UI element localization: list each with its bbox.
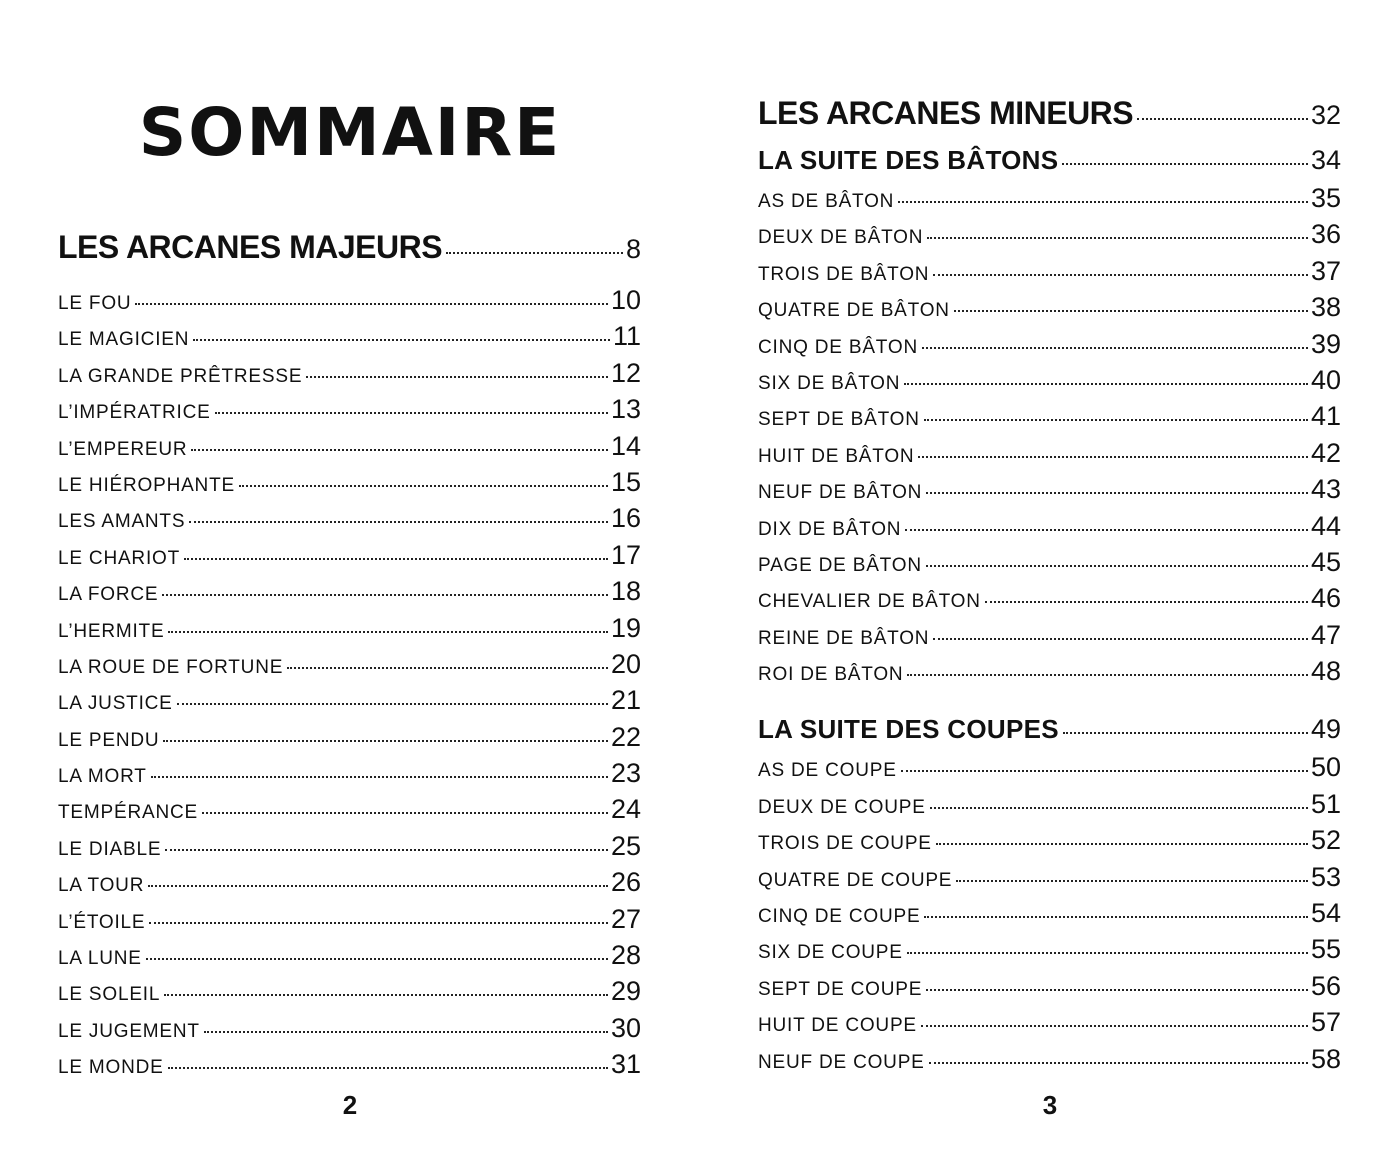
toc-entry-label: AS DE COUPE xyxy=(758,760,897,782)
toc-page-number: 31 xyxy=(610,1049,641,1080)
toc-page-number: 49 xyxy=(1310,714,1341,745)
toc-entry-label: TROIS DE COUPE xyxy=(758,833,932,855)
toc-entry-label: DEUX DE BÂTON xyxy=(758,227,924,249)
toc-entry-label: AS DE BÂTON xyxy=(758,191,895,212)
toc-entry[interactable] xyxy=(758,898,1341,934)
dot-leader xyxy=(924,419,1308,421)
toc-entry[interactable] xyxy=(58,722,641,758)
toc-entry[interactable] xyxy=(58,576,641,612)
toc-entry-label: LA GRANDE PRÊTRESSE xyxy=(58,365,303,387)
dot-leader xyxy=(929,1062,1308,1064)
toc-page-number: 28 xyxy=(610,940,641,971)
toc-entry[interactable] xyxy=(58,394,641,430)
toc-entry[interactable] xyxy=(758,219,1341,255)
toc-entry[interactable] xyxy=(58,649,641,685)
toc-heading-suite-batons[interactable] xyxy=(758,145,1341,183)
toc-page-number: 13 xyxy=(610,394,641,425)
dot-leader xyxy=(936,843,1308,845)
dot-leader xyxy=(926,989,1308,991)
toc-page-number: 48 xyxy=(1310,656,1341,687)
toc-entry-label: LE PENDU xyxy=(58,729,160,751)
toc-entry-label: HUIT DE COUPE xyxy=(758,1015,917,1037)
dot-leader xyxy=(189,521,608,523)
dot-leader xyxy=(956,880,1308,882)
toc-entry-label: LA FORCE xyxy=(58,584,159,606)
dot-leader xyxy=(921,1025,1308,1027)
page-number-footer: 3 xyxy=(1042,1090,1058,1120)
toc-entry-label: SEPT DE COUPE xyxy=(758,978,923,1000)
toc-page-number: 12 xyxy=(610,357,641,388)
dot-leader xyxy=(907,952,1308,954)
toc-page-number: 44 xyxy=(1310,510,1341,541)
toc-entry-label: ROI DE BÂTON xyxy=(758,664,904,686)
toc-entry-label: LE MONDE xyxy=(58,1057,164,1079)
toc-entry[interactable] xyxy=(58,467,641,503)
dot-leader xyxy=(1137,118,1308,120)
dot-leader xyxy=(193,339,610,341)
dot-leader xyxy=(162,594,608,596)
toc-entry[interactable] xyxy=(58,358,641,394)
toc-entry[interactable] xyxy=(758,825,1341,861)
toc-entry-label: CINQ DE BÂTON xyxy=(758,336,918,358)
toc-entry-label: DEUX DE COUPE xyxy=(758,796,926,818)
toc-section-label: LES ARCANES MINEURS xyxy=(758,95,1134,131)
toc-page-number: 34 xyxy=(1310,145,1341,175)
toc-entry[interactable] xyxy=(758,329,1341,365)
toc-page-number: 40 xyxy=(1310,364,1341,395)
toc-entry[interactable] xyxy=(58,1049,641,1085)
toc-entry[interactable] xyxy=(758,934,1341,970)
toc-page-number: 29 xyxy=(610,976,641,1007)
toc-entry-label: L’IMPÉRATRICE xyxy=(58,402,211,424)
toc-page-number: 53 xyxy=(1310,861,1341,892)
dot-leader xyxy=(135,303,608,305)
dot-leader xyxy=(168,1067,608,1069)
toc-entry[interactable] xyxy=(58,685,641,721)
toc-entry-label: LA ROUE DE FORTUNE xyxy=(58,656,284,678)
dot-leader xyxy=(907,674,1308,676)
dot-leader xyxy=(164,994,608,996)
toc-entry[interactable] xyxy=(758,256,1341,292)
toc-entry-label: LA MORT xyxy=(58,766,147,788)
toc-entry[interactable] xyxy=(758,511,1341,547)
toc-entry-label: SIX DE COUPE xyxy=(758,942,903,964)
toc-entry[interactable] xyxy=(58,794,641,830)
page-number-footer: 2 xyxy=(342,1090,358,1120)
dot-leader xyxy=(1063,732,1308,734)
dot-leader xyxy=(985,601,1308,603)
dot-leader xyxy=(904,383,1308,385)
toc-page-number: 57 xyxy=(1310,1007,1341,1038)
toc-page-number: 16 xyxy=(610,503,641,534)
toc-section-label: LES ARCANES MAJEURS xyxy=(58,229,443,265)
toc-heading-suite-coupes[interactable] xyxy=(758,714,1341,752)
toc-page-number: 17 xyxy=(610,539,641,570)
dot-leader xyxy=(446,252,623,254)
toc-page-number: 10 xyxy=(610,285,641,315)
toc-entry[interactable] xyxy=(758,474,1341,510)
toc-page-number: 39 xyxy=(1310,328,1341,359)
toc-entry-label: L’HERMITE xyxy=(58,620,165,642)
toc-entry[interactable] xyxy=(58,1013,641,1049)
dot-leader xyxy=(239,485,608,487)
toc-entry[interactable] xyxy=(58,321,641,357)
toc-entry[interactable] xyxy=(58,940,641,976)
toc-entry-label: LE FOU xyxy=(58,293,132,314)
dot-leader xyxy=(149,922,608,924)
toc-list-majeurs xyxy=(58,229,641,1086)
toc-page-number: 41 xyxy=(1310,401,1341,432)
toc-entry-label: LA JUSTICE xyxy=(58,693,173,715)
toc-page-number: 23 xyxy=(610,758,641,789)
toc-page-number: 42 xyxy=(1310,437,1341,468)
toc-page-number: 20 xyxy=(610,648,641,679)
dot-leader xyxy=(191,449,608,451)
toc-page-number: 58 xyxy=(1310,1043,1341,1074)
dot-leader xyxy=(204,1031,608,1033)
dot-leader xyxy=(933,638,1308,640)
dot-leader xyxy=(146,958,608,960)
toc-entry[interactable] xyxy=(58,758,641,794)
toc-page-number: 25 xyxy=(610,830,641,861)
toc-entry-label: DIX DE BÂTON xyxy=(758,518,902,540)
toc-page-number: 55 xyxy=(1310,934,1341,965)
toc-entry[interactable] xyxy=(758,292,1341,328)
dot-leader xyxy=(922,347,1308,349)
toc-page-number: 8 xyxy=(625,234,641,264)
toc-page-number: 27 xyxy=(610,903,641,934)
toc-entry-label: SEPT DE BÂTON xyxy=(758,409,920,431)
toc-entry-label: TEMPÉRANCE xyxy=(58,802,198,824)
toc-entry-label: LE DIABLE xyxy=(58,838,162,860)
dot-leader xyxy=(905,529,1308,531)
dot-leader xyxy=(202,812,608,814)
toc-entry[interactable] xyxy=(758,183,1341,219)
dot-leader xyxy=(926,565,1308,567)
toc-entry-label: L’ÉTOILE xyxy=(58,911,146,933)
toc-page-number: 30 xyxy=(610,1012,641,1043)
toc-page-number: 26 xyxy=(610,867,641,898)
toc-entry[interactable] xyxy=(758,862,1341,898)
toc-entry[interactable] xyxy=(58,431,641,467)
toc-entry-label: LA LUNE xyxy=(58,948,142,970)
dot-leader xyxy=(168,631,608,633)
dot-leader xyxy=(1062,163,1308,165)
dot-leader xyxy=(927,237,1308,239)
toc-entry-label: SIX DE BÂTON xyxy=(758,372,901,394)
toc-entry[interactable] xyxy=(758,583,1341,619)
toc-entry[interactable] xyxy=(58,867,641,903)
toc-page-number: 11 xyxy=(612,321,641,352)
toc-entry[interactable] xyxy=(58,540,641,576)
toc-entry[interactable] xyxy=(758,971,1341,1007)
toc-entry-label: QUATRE DE BÂTON xyxy=(758,300,950,322)
dot-leader xyxy=(918,456,1308,458)
dot-leader xyxy=(901,770,1308,772)
toc-page-number: 32 xyxy=(1310,100,1341,130)
toc-page-number: 15 xyxy=(610,466,641,497)
dot-leader xyxy=(926,492,1308,494)
toc-entry-label: NEUF DE COUPE xyxy=(758,1051,925,1073)
toc-entry-label: LES AMANTS xyxy=(58,511,186,533)
dot-leader xyxy=(954,310,1308,312)
toc-entry-label: LA TOUR xyxy=(58,875,145,897)
toc-entry[interactable] xyxy=(758,656,1341,692)
toc-page-number: 43 xyxy=(1310,474,1341,505)
toc-page-number: 21 xyxy=(610,685,641,716)
toc-entry-label: NEUF DE BÂTON xyxy=(758,482,923,504)
toc-entry[interactable] xyxy=(58,503,641,539)
toc-page-number: 18 xyxy=(610,576,641,607)
toc-page-number: 45 xyxy=(1310,546,1341,577)
toc-entry-label: LE HIÉROPHANTE xyxy=(58,474,235,496)
toc-entry[interactable] xyxy=(758,401,1341,437)
toc-entry[interactable] xyxy=(758,789,1341,825)
dot-leader xyxy=(165,849,608,851)
dot-leader xyxy=(163,740,608,742)
dot-leader xyxy=(215,412,608,414)
toc-entry-label: CINQ DE COUPE xyxy=(758,906,921,928)
toc-entry[interactable] xyxy=(758,365,1341,401)
dot-leader xyxy=(924,916,1308,918)
toc-page-number: 56 xyxy=(1310,970,1341,1001)
toc-entry[interactable] xyxy=(758,438,1341,474)
toc-page-number: 50 xyxy=(1310,752,1341,783)
toc-entry-label: CHEVALIER DE BÂTON xyxy=(758,591,981,613)
dot-leader xyxy=(306,376,608,378)
right-page xyxy=(700,0,1400,1167)
toc-entry[interactable] xyxy=(758,547,1341,583)
dot-leader xyxy=(148,885,608,887)
toc-page-number: 51 xyxy=(1310,788,1341,819)
toc-entry[interactable] xyxy=(58,831,641,867)
toc-entry-label: HUIT DE BÂTON xyxy=(758,445,915,467)
toc-entry-label: L’EMPEREUR xyxy=(58,438,188,460)
toc-page-number: 47 xyxy=(1310,619,1341,650)
dot-leader xyxy=(184,558,608,560)
toc-entry[interactable] xyxy=(58,613,641,649)
toc-entry[interactable] xyxy=(758,752,1341,788)
toc-page-number: 38 xyxy=(1310,292,1341,323)
toc-list-mineurs xyxy=(758,95,1341,1080)
toc-entry[interactable] xyxy=(58,976,641,1012)
toc-page-number: 35 xyxy=(1310,183,1341,213)
toc-entry[interactable] xyxy=(58,285,641,321)
toc-page-number: 22 xyxy=(610,721,641,752)
toc-page-number: 54 xyxy=(1310,898,1341,929)
dot-leader xyxy=(151,776,608,778)
toc-entry-label: LE SOLEIL xyxy=(58,984,161,1006)
toc-entry-label: LE CHARIOT xyxy=(58,547,181,569)
toc-entry-label: REINE DE BÂTON xyxy=(758,627,930,649)
page-title: SOMMAIRE xyxy=(138,94,562,171)
toc-entry[interactable] xyxy=(758,1044,1341,1080)
toc-entry-label: QUATRE DE COUPE xyxy=(758,869,953,891)
toc-page-number: 46 xyxy=(1310,583,1341,614)
dot-leader xyxy=(933,274,1308,276)
toc-page-number: 14 xyxy=(610,430,641,461)
toc-page-number: 24 xyxy=(610,794,641,825)
dot-leader xyxy=(930,807,1308,809)
toc-section-arcanes-majeurs[interactable] xyxy=(58,229,641,285)
toc-entry[interactable] xyxy=(758,1007,1341,1043)
toc-entry-label: LE JUGEMENT xyxy=(58,1020,200,1042)
toc-page-number: 36 xyxy=(1310,219,1341,250)
dot-leader xyxy=(287,667,608,669)
toc-entry-label: PAGE DE BÂTON xyxy=(758,554,922,576)
toc-entry-label: LE MAGICIEN xyxy=(58,329,190,351)
dot-leader xyxy=(177,703,608,705)
toc-entry[interactable] xyxy=(758,620,1341,656)
toc-page-number: 37 xyxy=(1310,255,1341,286)
toc-heading-label: LA SUITE DES COUPES xyxy=(758,714,1059,745)
toc-heading-label: LA SUITE DES BÂTONS xyxy=(758,145,1059,175)
toc-section-arcanes-mineurs[interactable] xyxy=(758,95,1341,145)
toc-page-number: 19 xyxy=(610,612,641,643)
toc-entry[interactable] xyxy=(58,904,641,940)
toc-entry-label: TROIS DE BÂTON xyxy=(758,263,930,285)
dot-leader xyxy=(898,201,1308,203)
toc-page-number: 52 xyxy=(1310,825,1341,856)
